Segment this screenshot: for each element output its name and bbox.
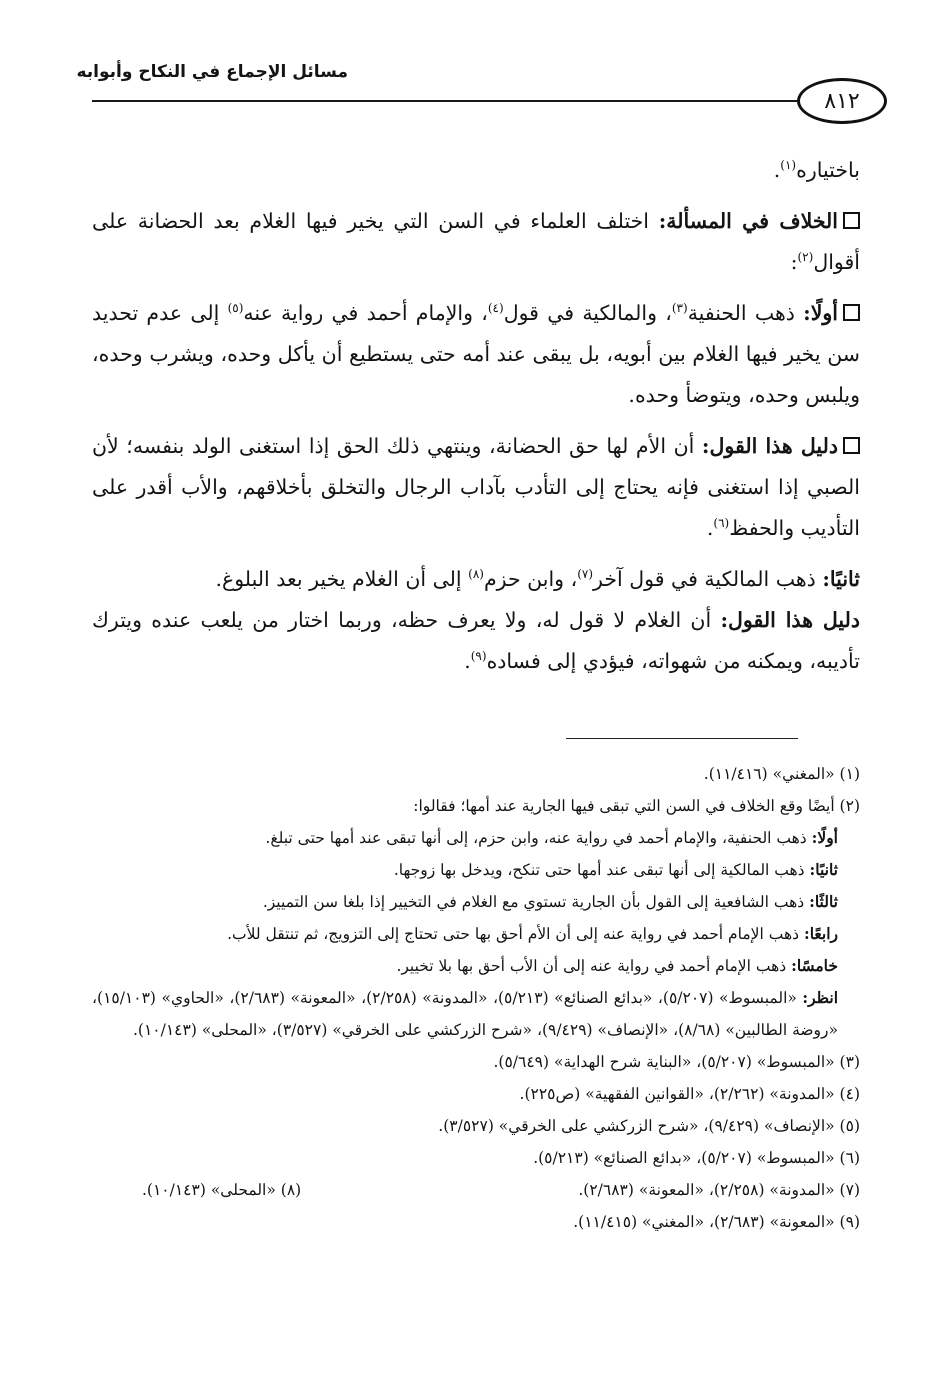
- text-run: ، وابن حزم: [483, 567, 578, 591]
- footnote-8: (٨) «المحلى» (١٠/١٤٣).: [142, 1181, 302, 1199]
- item-label: ثانيًا:: [809, 860, 838, 879]
- running-title: مسائل الإجماع في النكاح وأبوابه: [76, 62, 348, 82]
- section-heading: دليل هذا القول:: [701, 434, 838, 458]
- footnotes: [92, 758, 860, 1238]
- square-bullet-icon: [843, 212, 860, 229]
- footnote-2-item: [92, 886, 860, 918]
- item-label: رابعًا:: [803, 924, 838, 943]
- footnote-2-item: [92, 950, 860, 982]
- footnote-ref[interactable]: (٢): [797, 250, 814, 265]
- item-label: خامسًا:: [791, 956, 838, 975]
- text-run: إلى عدم تحديد سن يخير فيها الغلام بين أبويه، بل يبقى عند أمه حتى يستطيع أن يأكل وحده، ويشرب وحده، ويلبس وحده، ويتوضأ وحده.: [92, 301, 860, 407]
- text-run: ، والمالكية في قول: [503, 301, 672, 325]
- footnote-ref[interactable]: (٧): [577, 567, 594, 582]
- item-text: «المبسوط» (٥/٢٠٧)، «بدائع الصنائع» (٥/٢١٣)، «المدونة» (٢/٢٥٨)، «المعونة» (٢/٦٨٣)، «الحاوي» (١٥/١٠٣)، «روضة الطالبين» (٨/٦٨)، «الإنصاف» (٩/٤٢٩)، «شرح الزركشي على الخرقي» (٣/٥٢٧)، «المحلى» (١٠/١٤٣).: [92, 989, 838, 1039]
- footnote-separator: [566, 738, 798, 739]
- section-heading: ثانيًا:: [822, 567, 860, 591]
- paragraph-1: [92, 201, 860, 283]
- footnote-9: (٩) «المعونة» (٢/٦٨٣)، «المغني» (١١/٤١٥).: [573, 1213, 860, 1231]
- footnote-2-item: [92, 822, 860, 854]
- item-text: ذهب الحنفية، والإمام أحمد في رواية عنه، وابن حزم، إلى أنها تبقى عند أمها حتى تبلغ.: [265, 829, 812, 847]
- footnote-ref[interactable]: (٥): [227, 301, 244, 316]
- footnote-1: (١) «المغني» (١١/٤١٦).: [703, 765, 860, 783]
- text-run: باختياره: [796, 158, 860, 182]
- footnote-7: (٧) «المدونة» (٢/٢٥٨)، «المعونة» (٢/٦٨٣).: [578, 1181, 860, 1199]
- section-heading: الخلاف في المسألة:: [658, 209, 839, 233]
- footnote-2: (٢) أيضًا وقع الخلاف في السن التي تبقى فيها الجارية عند أمها؛ فقالوا:: [413, 797, 860, 815]
- section-heading: أولًا:: [803, 301, 838, 325]
- item-text: ذهب المالكية إلى أنها تبقى عند أمها حتى تنكح، ويدخل بها زوجها.: [393, 861, 810, 879]
- page-number-oval: [797, 78, 887, 124]
- paragraph-5: [92, 600, 860, 682]
- paragraph-0: باختياره$^{(١)}$.: [773, 158, 860, 182]
- paragraph-3: [92, 426, 860, 549]
- text-run: اختلف العلماء في السن التي يخير فيها الغلام بعد الحضانة على أقوال: [92, 209, 860, 274]
- footnote-ref[interactable]: (١): [780, 158, 797, 173]
- paragraph-2: [92, 293, 860, 416]
- page-number: ٨١٢: [824, 89, 860, 114]
- footnote-6: (٦) «المبسوط» (٥/٢٠٧)، «بدائع الصنائع» (٥/٢١٣).: [533, 1149, 860, 1167]
- item-label: أولًا:: [811, 828, 838, 847]
- text-run: أن الغلام لا قول له، ولا يعرف حظه، وربما اختار من يلعب عنده ويترك تأديبه، ويمكنه من شهواته، فيؤدي إلى فساده: [92, 608, 860, 673]
- footnote-row: [92, 1174, 860, 1206]
- item-label: انظر:: [802, 988, 838, 1007]
- paragraph-4: [92, 559, 860, 600]
- footnote-3: (٣) «المبسوط» (٥/٢٠٧)، «البناية شرح الهداية» (٥/٦٤٩).: [493, 1053, 860, 1071]
- footnote-2-item: [92, 918, 860, 950]
- text-run: أن الأم لها حق الحضانة، وينتهي ذلك الحق إذا استغنى الولد بنفسه؛ لأن الصبي إذا استغنى فإنه يحتاج إلى التأدب بآداب الرجال والتخلق بأخلاقهم، والأب أقدر على التأديب والحفظ: [92, 434, 860, 540]
- footnote-ref[interactable]: (٣): [671, 301, 688, 316]
- footnote-ref[interactable]: (٩): [470, 649, 487, 664]
- text-run: .: [706, 516, 714, 540]
- square-bullet-icon: [843, 304, 860, 321]
- footnote-2-item: [92, 854, 860, 886]
- footnote-4: (٤) «المدونة» (٢/٢٦٢)، «القوانين الفقهية» (ص٢٢٥).: [519, 1085, 860, 1103]
- text-run: .: [464, 649, 471, 673]
- item-text: ذهب الإمام أحمد في رواية عنه إلى أن الأب أحق بها بلا تخيير.: [396, 957, 792, 975]
- footnote-5: (٥) «الإنصاف» (٩/٤٢٩)، «شرح الزركشي على الخرقي» (٣/٥٢٧).: [438, 1117, 860, 1135]
- item-text: ذهب الشافعية إلى القول بأن الجارية تستوي مع الغلام في التخيير إذا بلغا سن التمييز.: [262, 893, 810, 911]
- footnote-ref[interactable]: (٨): [468, 567, 484, 582]
- header-rule: [92, 100, 797, 102]
- section-heading: دليل هذا القول:: [720, 608, 860, 632]
- footnote-ref[interactable]: (٤): [487, 301, 504, 316]
- footnote-2-references: [92, 982, 860, 1046]
- main-text: [92, 150, 860, 682]
- item-label: ثالثًا:: [809, 892, 838, 911]
- text-run: ذهب المالكية في قول آخر: [593, 567, 823, 591]
- text-run: ذهب الحنفية: [687, 301, 804, 325]
- text-run: ، والإمام أحمد في رواية عنه: [243, 301, 488, 325]
- footnote-ref[interactable]: (٦): [713, 516, 730, 531]
- text-run: :: [790, 250, 798, 274]
- text-run: إلى أن الغلام يخير بعد البلوغ.: [215, 567, 469, 591]
- item-text: ذهب الإمام أحمد في رواية عنه إلى أن الأم أحق بها حتى تحتاج إلى التزويج، ثم تنتقل للأب.: [227, 925, 804, 943]
- square-bullet-icon: [843, 437, 860, 454]
